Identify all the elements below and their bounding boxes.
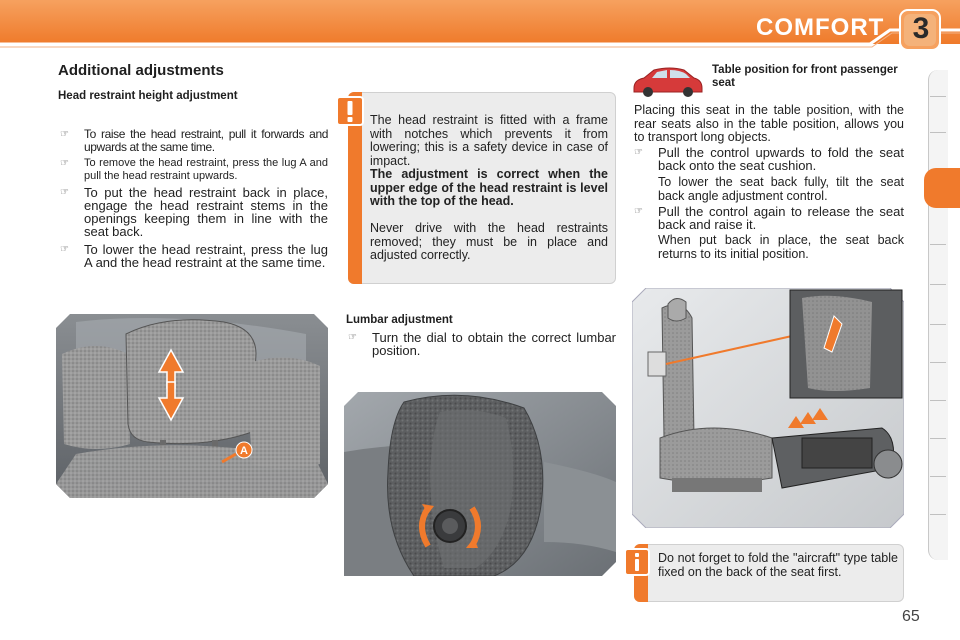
bullet-hand-icon: ☞ <box>60 158 69 169</box>
head-restraint-subtitle: Head restraint height adjustment <box>58 90 238 102</box>
exclamation-icon <box>336 96 364 126</box>
table-bullet2-continued: When put back in place, the seat back returns to its initial position. <box>658 233 904 261</box>
section-title: Additional adjustments <box>58 62 224 79</box>
bullet-item: ☞ To remove the head restraint, press the lug A and pull the head restraint upwards. <box>60 157 328 182</box>
car-icon <box>630 62 704 98</box>
bullet-item: ☞ Pull the control again to release the seat back and raise it. <box>634 204 904 232</box>
bullet-hand-icon: ☞ <box>634 206 643 217</box>
bullet-hand-icon: ☞ <box>60 244 69 255</box>
tab-divider <box>930 244 946 245</box>
bullet-hand-icon: ☞ <box>634 147 643 158</box>
tab-active-chapter[interactable] <box>924 168 960 208</box>
table-bullet1-continued: To lower the seat back fully, tilt the seat back angle adjustment control. <box>658 175 904 203</box>
tab-divider <box>930 96 946 97</box>
page-number: 65 <box>902 608 920 625</box>
chapter-title: COMFORT <box>756 14 885 41</box>
bullet-hand-icon: ☞ <box>60 129 69 140</box>
chapter-tab-strip <box>928 70 948 560</box>
chapter-number: 3 <box>912 12 930 45</box>
head-restraint-illustration <box>56 314 328 498</box>
lug-label: A <box>240 445 248 457</box>
tab-divider <box>930 400 946 401</box>
bullet-item: ☞ Turn the dial to obtain the correct lumbar position. <box>348 330 616 358</box>
tab-divider <box>930 476 946 477</box>
tab-divider <box>930 284 946 285</box>
info-icon <box>624 548 650 576</box>
warning-text-3: Never drive with the head restraints removed; they must be in place and adjusted correctly. <box>370 221 608 262</box>
tab-divider <box>930 514 946 515</box>
bullet-hand-icon: ☞ <box>348 332 357 343</box>
lumbar-title: Lumbar adjustment <box>346 314 453 326</box>
bullet-item: ☞ To lower the head restraint, press the lug A and the head restraint at the same time. <box>60 242 328 270</box>
tab-divider <box>930 132 946 133</box>
tab-divider <box>930 438 946 439</box>
bullet-hand-icon: ☞ <box>60 187 69 198</box>
tab-divider <box>930 324 946 325</box>
info-text: Do not forget to fold the "aircraft" type table fixed on the back of the seat first. <box>658 551 898 579</box>
table-seat-illustration <box>632 288 904 528</box>
bullet-item: ☞ Pull the control upwards to fold the seat back onto the seat cushion. <box>634 145 904 173</box>
bullet-item: ☞ To put the head restraint back in place, engage the head restraint stems in the openings keeping them in line with the seat back. <box>60 185 328 239</box>
tab-divider <box>930 362 946 363</box>
warning-text-2: The adjustment is correct when the upper edge of the head restraint is level with the top of the head. <box>370 167 608 208</box>
bullet-item: ☞ To raise the head restraint, pull it forwards and upwards at the same time. <box>60 127 328 154</box>
table-position-title: Table position for front passenger seat <box>712 64 898 89</box>
warning-text-1: The head restraint is fitted with a frame with notches which prevents it from lowering; this is a safety device in case of impact. <box>370 113 608 168</box>
lumbar-illustration <box>344 392 616 576</box>
table-intro: Placing this seat in the table position, with the rear seats also in the table position, allows you to transport long objects. <box>634 103 904 144</box>
